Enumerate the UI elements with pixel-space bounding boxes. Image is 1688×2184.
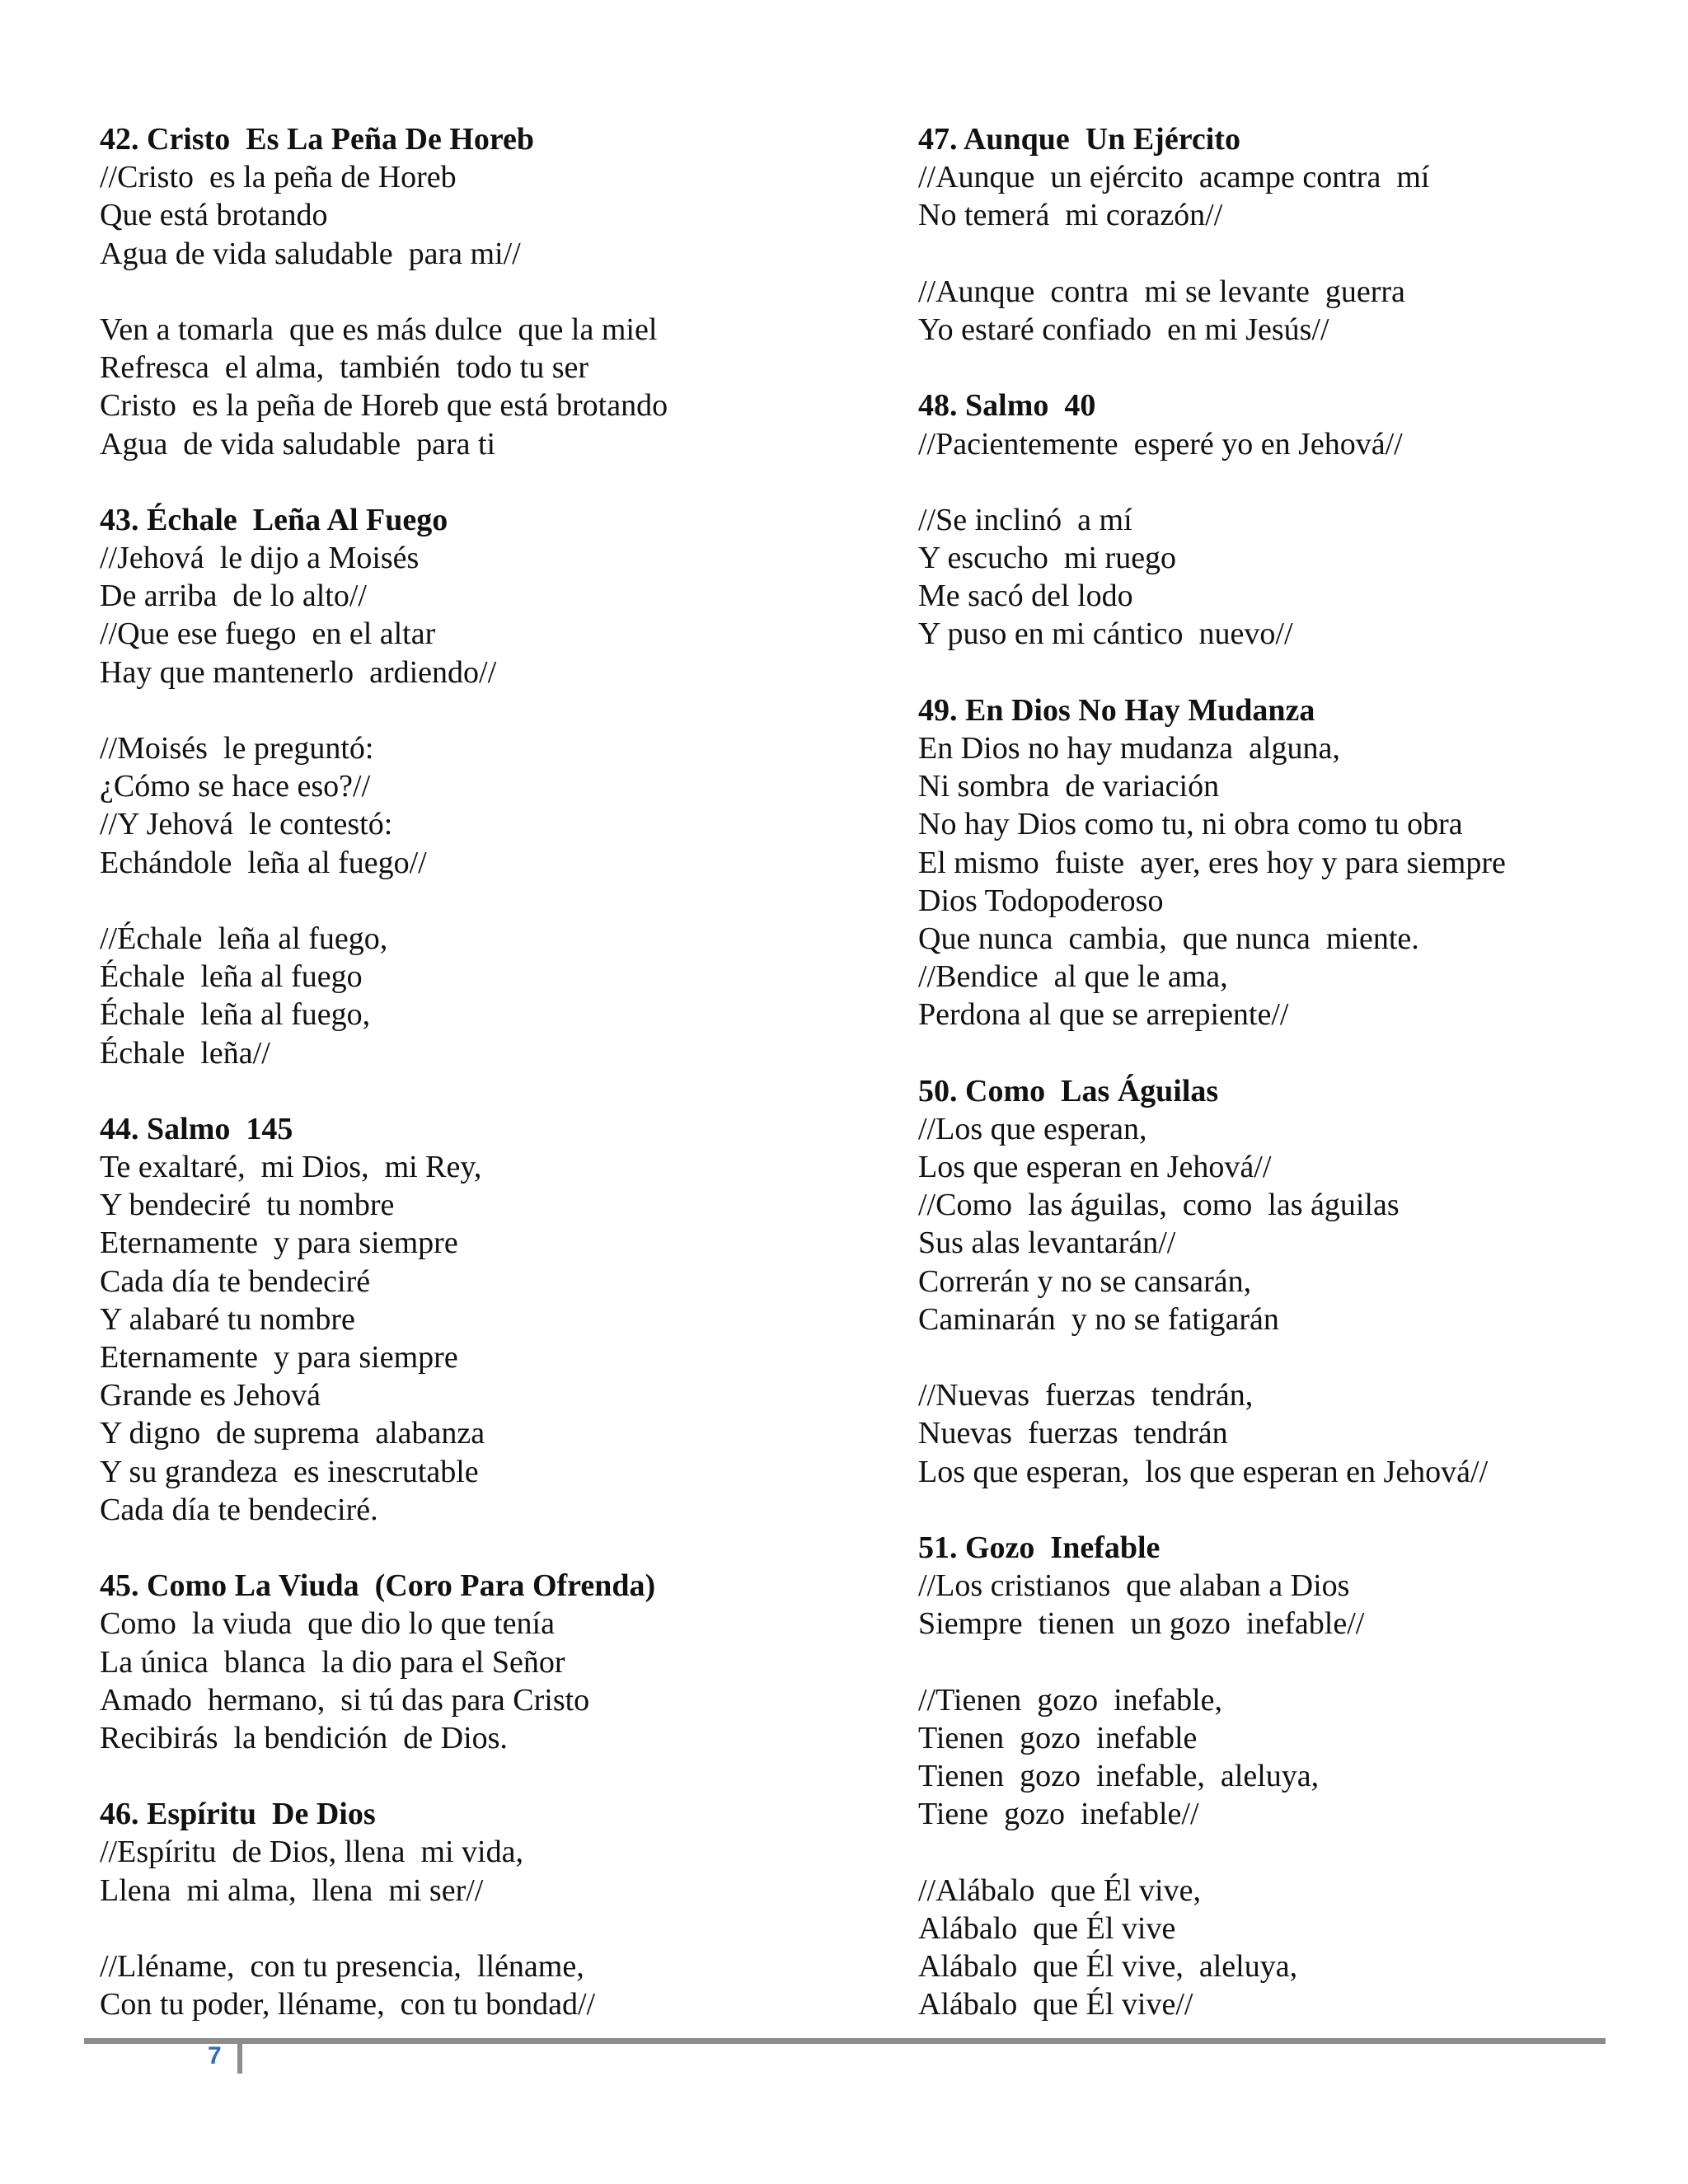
lyric-line: //Bendice al que le ama,	[918, 959, 1228, 995]
stanza-break	[100, 1910, 891, 1947]
lyric-line: Te exaltaré, mi Dios, mi Rey,	[100, 1150, 482, 1185]
lyric-line: Tienen gozo inefable	[918, 1720, 1198, 1755]
song-spacer	[918, 1034, 1688, 1072]
lyric-line: ¿Cómo se hace eso?//	[100, 769, 371, 804]
song-spacer	[100, 1072, 891, 1110]
stanza-break	[918, 1833, 1688, 1871]
lyric-line: Y puso en mi cántico nuevo//	[918, 616, 1293, 652]
lyric-line: //Que ese fuego en el altar	[100, 616, 436, 652]
lyric-line: //Moisés le preguntó:	[100, 731, 374, 766]
song-spacer	[100, 1529, 891, 1567]
right-column	[918, 120, 1688, 2023]
lyric-line: Los que esperan en Jehová//	[918, 1150, 1272, 1185]
page-number: 7	[208, 2042, 222, 2069]
lyric-line: Amado hermano, si tú das para Cristo	[100, 1682, 590, 1718]
left-column	[100, 120, 891, 2023]
song-spacer	[918, 654, 1688, 691]
stanza-break	[100, 273, 891, 311]
song-block	[918, 691, 1688, 1034]
stanza-break	[918, 1338, 1688, 1376]
lyric-line: //Cristo es la peña de Horeb	[100, 160, 457, 195]
lyric-line: Alábalo que Él vive//	[918, 1987, 1193, 2022]
song-title: 50. Como Las Águilas	[918, 1073, 1219, 1108]
lyric-line: Con tu poder, lléname, con tu bondad//	[100, 1987, 596, 2022]
lyric-line: //Échale leña al fuego,	[100, 921, 388, 956]
song-block	[918, 1072, 1688, 1491]
song-title: 48. Salmo 40	[918, 388, 1096, 424]
lyric-line: De arriba de lo alto//	[100, 579, 367, 614]
lyric-line: Sus alas levantarán//	[918, 1226, 1176, 1261]
lyric-line: Cada día te bendeciré	[100, 1263, 371, 1299]
lyric-line: Ven a tomarla que es más dulce que la miel	[100, 312, 658, 347]
lyric-line: Y escucho mi ruego	[918, 541, 1177, 576]
lyric-line: Eternamente y para siempre	[100, 1340, 458, 1375]
footer-rule	[84, 2038, 1606, 2044]
lyric-line: Alábalo que Él vive	[918, 1910, 1176, 1946]
lyric-line: Agua de vida saludable para mi//	[100, 236, 521, 271]
song-title: 51. Gozo Inefable	[918, 1530, 1160, 1565]
lyric-line: Tienen gozo inefable, aleluya,	[918, 1759, 1320, 1794]
lyric-line: Agua de vida saludable para ti	[100, 426, 496, 462]
song-title: 49. En Dios No Hay Mudanza	[918, 692, 1315, 728]
lyric-line: Échale leña al fuego	[100, 959, 363, 995]
song-block	[100, 1567, 891, 1757]
lyric-line: Y alabaré tu nombre	[100, 1301, 355, 1337]
song-block	[100, 1795, 891, 2023]
lyric-line: Caminarán y no se fatigarán	[918, 1301, 1279, 1337]
lyric-line: Los que esperan, los que esperan en Jehová//	[918, 1454, 1489, 1489]
song-title: 42. Cristo Es La Peña De Horeb	[100, 122, 535, 157]
lyric-line: Me sacó del lodo	[918, 579, 1133, 614]
song-title: 43. Échale Leña Al Fuego	[100, 502, 448, 537]
lyric-line: //Se inclinó a mí	[918, 502, 1132, 537]
lyric-line: //Jehová le dijo a Moisés	[100, 541, 420, 576]
lyric-line: En Dios no hay mudanza alguna,	[918, 731, 1340, 766]
stanza-break	[100, 882, 891, 920]
lyric-line: //Lléname, con tu presencia, lléname,	[100, 1949, 584, 1984]
song-block	[918, 387, 1688, 653]
song-block	[100, 120, 891, 463]
lyric-line: Grande es Jehová	[100, 1378, 321, 1413]
lyric-line: //Aunque un ejército acampe contra mí	[918, 160, 1430, 195]
lyric-line: Perdona al que se arrepiente//	[918, 997, 1289, 1033]
song-block	[100, 1110, 891, 1529]
lyric-line: Recibirás la bendición de Dios.	[100, 1720, 508, 1755]
lyric-line: Échale leña al fuego,	[100, 997, 371, 1033]
lyric-line: Echándole leña al fuego//	[100, 845, 427, 880]
lyric-line: No hay Dios como tu, ni obra como tu obra	[918, 807, 1463, 842]
song-block	[918, 120, 1688, 349]
lyric-line: Y bendeciré tu nombre	[100, 1188, 395, 1223]
lyric-line: Y digno de suprema alabanza	[100, 1416, 485, 1451]
lyric-line: //Tienen gozo inefable,	[918, 1682, 1223, 1718]
lyric-line: //Los cristianos que alaban a Dios	[918, 1568, 1350, 1604]
song-block	[100, 501, 891, 1072]
lyric-line: Y su grandeza es inescrutable	[100, 1454, 479, 1489]
lyric-line: Tiene gozo inefable//	[918, 1797, 1199, 1832]
stanza-break	[918, 463, 1688, 501]
lyric-line: //Nuevas fuerzas tendrán,	[918, 1378, 1254, 1413]
song-title: 46. Espíritu De Dios	[100, 1797, 376, 1832]
lyric-line: //Y Jehová le contestó:	[100, 807, 393, 842]
lyric-line: Correrán y no se cansarán,	[918, 1263, 1252, 1299]
lyric-line: Alábalo que Él vive, aleluya,	[918, 1949, 1298, 1984]
lyric-line: //Alábalo que Él vive,	[918, 1872, 1201, 1908]
lyric-line: Llena mi alma, llena mi ser//	[100, 1872, 484, 1908]
lyric-line: No temerá mi corazón//	[918, 198, 1223, 233]
lyric-line: //Pacientemente esperé yo en Jehová//	[918, 426, 1403, 462]
stanza-break	[918, 235, 1688, 273]
lyric-line: Dios Todopoderoso	[918, 883, 1164, 918]
lyric-line: Hay que mantenerlo ardiendo//	[100, 654, 497, 690]
song-spacer	[100, 1757, 891, 1795]
song-title: 45. Como La Viuda (Coro Para Ofrenda)	[100, 1568, 656, 1604]
lyric-line: //Como las águilas, como las águilas	[918, 1188, 1400, 1223]
lyric-line: Yo estaré confiado en mi Jesús//	[918, 312, 1329, 347]
song-title: 44. Salmo 145	[100, 1111, 293, 1146]
lyric-line: Nuevas fuerzas tendrán	[918, 1416, 1228, 1451]
lyric-line: Ni sombra de variación	[918, 769, 1220, 804]
lyric-line: Cada día te bendeciré.	[100, 1492, 378, 1527]
lyric-line: Eternamente y para siempre	[100, 1226, 458, 1261]
lyric-line: Cristo es la peña de Horeb que está brotando	[100, 388, 668, 424]
lyric-line: Que nunca cambia, que nunca miente.	[918, 921, 1419, 956]
lyric-line: Refresca el alma, también todo tu ser	[100, 350, 589, 386]
lyric-line: //Aunque contra mi se levante guerra	[918, 274, 1405, 309]
lyric-line: Que está brotando	[100, 198, 328, 233]
lyric-line: //Los que esperan,	[918, 1111, 1147, 1146]
stanza-break	[100, 691, 891, 729]
song-title: 47. Aunque Un Ejército	[918, 122, 1240, 157]
song-spacer	[918, 1491, 1688, 1529]
lyric-line: Siempre tienen un gozo inefable//	[918, 1606, 1365, 1642]
song-spacer	[918, 349, 1688, 387]
song-spacer	[100, 463, 891, 501]
lyric-line: Como la viuda que dio lo que tenía	[100, 1606, 555, 1642]
lyric-line: //Espíritu de Dios, llena mi vida,	[100, 1835, 523, 1870]
lyric-line: Échale leña//	[100, 1035, 270, 1071]
lyric-line: La única blanca la dio para el Señor	[100, 1644, 565, 1680]
footer-divider-tick	[237, 2041, 242, 2074]
lyric-line: El mismo fuiste ayer, eres hoy y para siempre	[918, 845, 1506, 880]
stanza-break	[918, 1643, 1688, 1681]
song-block	[918, 1529, 1688, 2023]
